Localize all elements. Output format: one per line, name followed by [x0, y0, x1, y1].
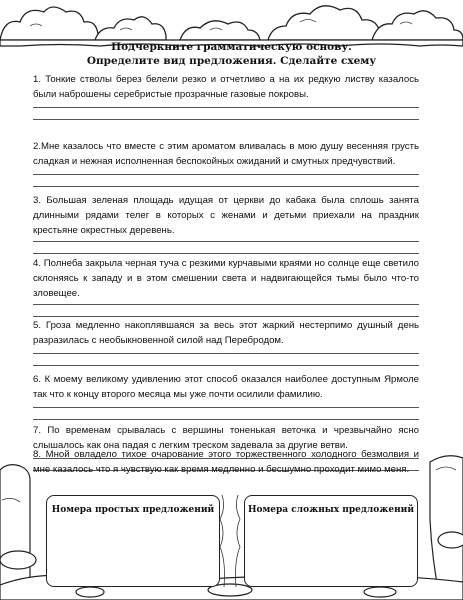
task-5: [33, 319, 419, 349]
task-text: 8. Мной овладело тихое очарование этого торжественного холодного безмолвия и мне казалось что я чувствую как время медленно и бесшумно проходит мимо меня.: [33, 449, 419, 475]
complex-sentences-box[interactable]: [244, 495, 418, 587]
instruction-line-2: Определите вид предложения. Сделайте схему: [86, 55, 377, 67]
task-1: [33, 73, 419, 103]
task-text: 7. По временам срывалась с вершины тоненькая веточка и чрезвычайно ясно слышалось как она падая с легким треском задевала за другие ветви.: [33, 425, 419, 451]
task-3: [33, 194, 419, 238]
clouds-decoration: [0, 6, 463, 46]
simple-sentences-title: Номера простых предложений: [51, 505, 215, 515]
complex-sentences-title: Номера сложных предложений: [247, 505, 415, 515]
task-4: [33, 257, 419, 301]
task-6: [33, 373, 419, 403]
task-text: 1. Тонкие стволы берез белели резко и отчетливо а на их редкую листву казалось были наброшены серебристые прозрачные газовые покровы.: [33, 74, 419, 100]
task-8: [33, 448, 419, 478]
task-text: 4. Полнеба закрыла черная туча с резкими курчавыми краями но солнце еще светило склоняясь к западу и в этом смешении света и надвигающейся тьмы было что-то зловещее.: [33, 258, 419, 299]
task-text: 2.Мне казалось что вместе с этим ароматом вливалась в мою душу весенняя грусть сладкая и нежная исполненная беспокойных ожиданий и смутных предчувствий.: [33, 141, 419, 167]
task-text: 5. Гроза медленно накоплявшаяся за весь этот жаркий нестерпимо душный день разразилась с необыкновенной силой над Перебродом.: [33, 320, 419, 346]
answer-lines: [33, 107, 419, 131]
instruction-line-1: Подчеркните грамматическую основу.: [111, 41, 352, 53]
simple-sentences-box[interactable]: [46, 495, 220, 587]
task-2: [33, 140, 419, 170]
task-text: 6. К моему великому удивлению этот способ оказался наиболее доступным Ярмоле так что к концу второго месяца мы уже почти осилили фамилию.: [33, 374, 419, 400]
task-text: 3. Большая зеленая площадь идущая от церкви до кабака была сплошь занята длинными рядами телег в которых с женами и детьми приехали на праздник крестьяне окрестных деревень.: [33, 195, 419, 236]
